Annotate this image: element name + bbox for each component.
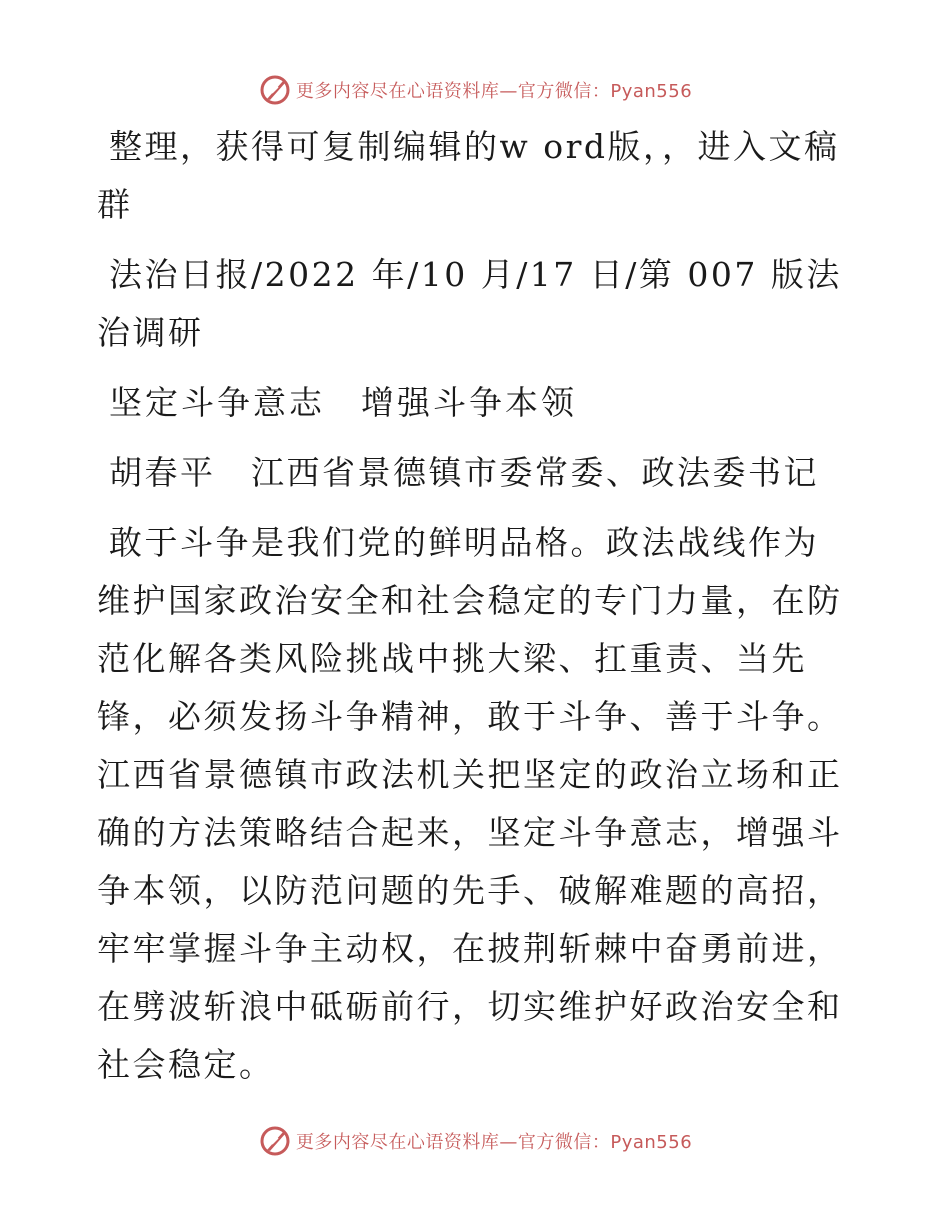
author-line: 胡春平 江西省景德镇市委常委、政法委书记	[109, 453, 819, 492]
article-title: 坚定斗争意志 增强斗争本领	[109, 383, 577, 422]
document-body	[97, 118, 849, 1094]
source-line: 法治日报/2022 年/10 月/17 日/第 007 版法治调研	[97, 255, 842, 352]
watermark-text: 更多内容尽在心语资料库—官方微信：Pyan556	[295, 81, 693, 102]
header-watermark	[0, 70, 950, 110]
body-paragraph: 敢于斗争是我们党的鲜明品格。政法战线作为维护国家政治安全和社会稳定的专门力量，在防范化解各类风险挑战中挑大梁、扛重责、当先锋，必须发扬斗争精神，敢于斗争、善于斗争。江西省景德镇市政法机关把坚定的政治立场和正确的方法策略结合起来，坚定斗争意志，增强斗争本领，以防范问题的先手、破解难题的高招，牢牢掌握斗争主动权，在披荆斩棘中奋勇前进，在劈波斩浪中砥砺前行，切实维护好政治安全和社会稳定。	[97, 523, 843, 1084]
quill-seal-icon	[258, 1124, 292, 1158]
quill-seal-icon	[258, 73, 292, 107]
footer-watermark	[0, 1121, 950, 1161]
watermark-text: 更多内容尽在心语资料库—官方微信：Pyan556	[295, 1132, 693, 1153]
intro-note: 整理，获得可复制编辑的w ord版，，进入文稿群	[97, 127, 840, 224]
